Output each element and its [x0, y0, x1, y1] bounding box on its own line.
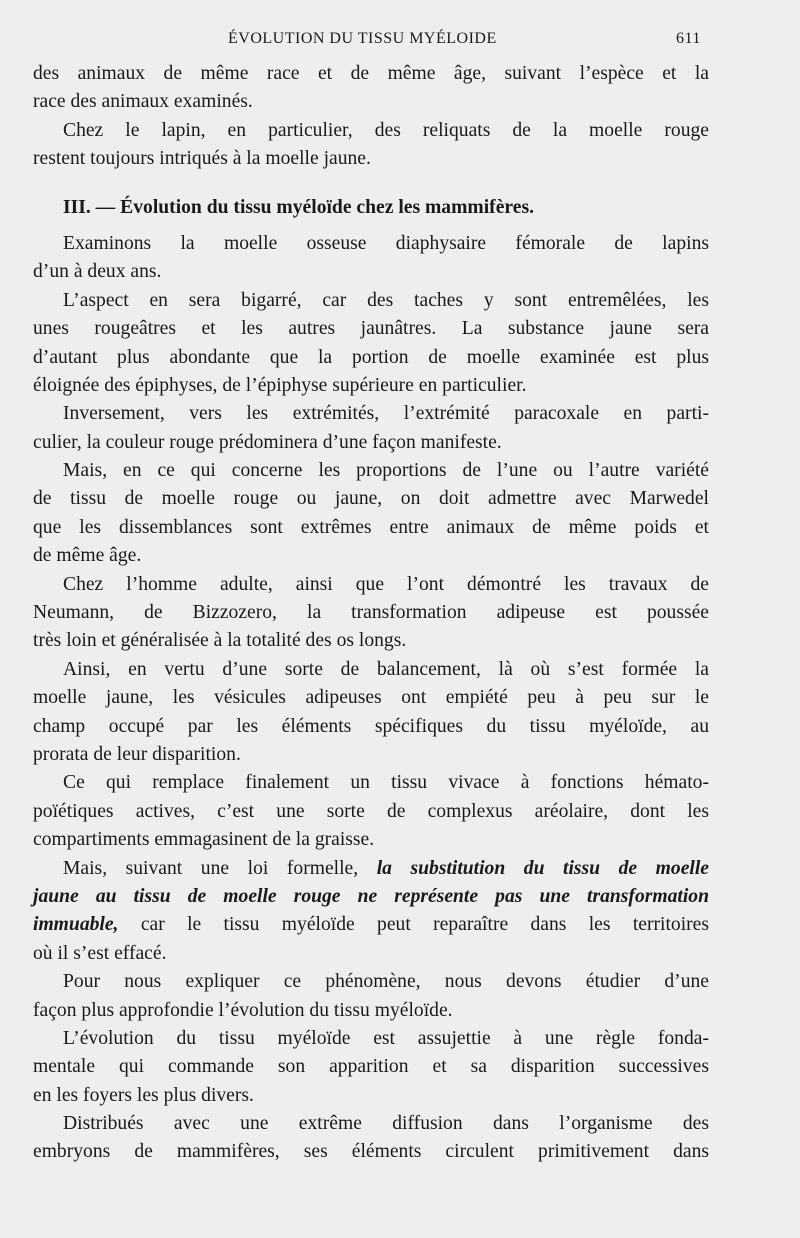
text-line: d’un à deux ans. [33, 261, 162, 283]
text-line: des animaux de même race et de même âge, suivant l’espèce et la [33, 63, 709, 84]
text-line: Chez le lapin, en particulier, des reliquats de la moelle rouge [63, 119, 709, 141]
text-line: Inversement, vers les extrémités, l’extrémité paracoxale en parti- [63, 403, 709, 425]
text-line: où il s’est effacé. [33, 942, 167, 964]
running-title: ÉVOLUTION DU TISSU MYÉLOIDE [228, 30, 497, 47]
italic-phrase: immuable, [33, 914, 119, 936]
text-line: champ occupé par les éléments spécifiques du tissu myéloïde, au [33, 715, 709, 737]
text-line: Neumann, de Bizzozero, la transformation adipeuse est poussée [33, 602, 709, 624]
text-line: de tissu de moelle rouge ou jaune, on doit admettre avec Marwedel [33, 488, 709, 510]
text-line: compartiments emmagasinent de la graisse. [33, 829, 375, 851]
text-line: poïétiques actives, c’est une sorte de complexus aréolaire, dont les [33, 800, 709, 822]
text-line [33, 855, 709, 883]
text-line: culier, la couleur rouge prédominera d’une façon manifeste. [33, 431, 502, 453]
text-run: car le tissu myéloïde peut reparaître dans les territoires [140, 914, 710, 936]
text-line: Distribués avec une extrême diffusion dans l’organisme des [63, 1113, 709, 1135]
text-line: Mais, en ce qui concerne les proportions de l’une ou l’autre variété [63, 460, 709, 482]
text-line: que les dissemblances sont extrêmes entre animaux de même poids et [33, 516, 709, 538]
text-line: Ainsi, en vertu d’une sorte de balancement, là où s’est formée la [63, 658, 709, 680]
body-text [33, 60, 709, 1167]
text-line: en les foyers les plus divers. [33, 1084, 254, 1106]
text-line [33, 911, 709, 939]
text-line: de même âge. [33, 545, 142, 567]
text-line: Examinons la moelle osseuse diaphysaire fémorale de lapins [63, 232, 709, 254]
text-line: très loin et généralisée à la totalité des os longs. [33, 630, 407, 652]
text-run: Mais, suivant une loi formelle, [63, 857, 359, 879]
text-line: L’aspect en sera bigarré, car des taches y sont entremêlées, les [63, 289, 709, 311]
text-line: race des animaux examinés. [33, 91, 253, 113]
text-line: moelle jaune, les vésicules adipeuses ont empiété peu à peu sur le [33, 687, 709, 709]
text-line: Ce qui remplace finalement un tissu vivace à fonctions hémato- [63, 772, 709, 794]
text-line: prorata de leur disparition. [33, 743, 241, 765]
running-head [0, 30, 800, 54]
section-heading: III. — Évolution du tissu myéloïde chez les mammifères. [63, 196, 534, 218]
text-line: Chez l’homme adulte, ainsi que l’ont démontré les travaux de [63, 573, 709, 595]
text-line: Pour nous expliquer ce phénomène, nous devons étudier d’une [63, 971, 709, 993]
text-line: mentale qui commande son apparition et sa disparition successives [33, 1056, 709, 1078]
text-line: restent toujours intriqués à la moelle jaune. [33, 148, 371, 170]
text-line: façon plus approfondie l’évolution du tissu myéloïde. [33, 999, 453, 1021]
text-line: L’évolution du tissu myéloïde est assujettie à une règle fonda- [63, 1027, 709, 1049]
text-line: unes rougeâtres et les autres jaunâtres. La substance jaune sera [33, 318, 709, 340]
italic-line: jaune au tissu de moelle rouge ne représente pas une transformation [33, 885, 709, 907]
text-line: d’autant plus abondante que la portion de moelle examinée est plus [33, 346, 709, 368]
page-number: 611 [676, 30, 701, 47]
italic-phrase: la substitution du tissu de moelle [376, 857, 709, 879]
text-line: embryons de mammifères, ses éléments circulent primitivement dans [33, 1141, 709, 1163]
text-line: éloignée des épiphyses, de l’épiphyse supérieure en particulier. [33, 374, 527, 396]
